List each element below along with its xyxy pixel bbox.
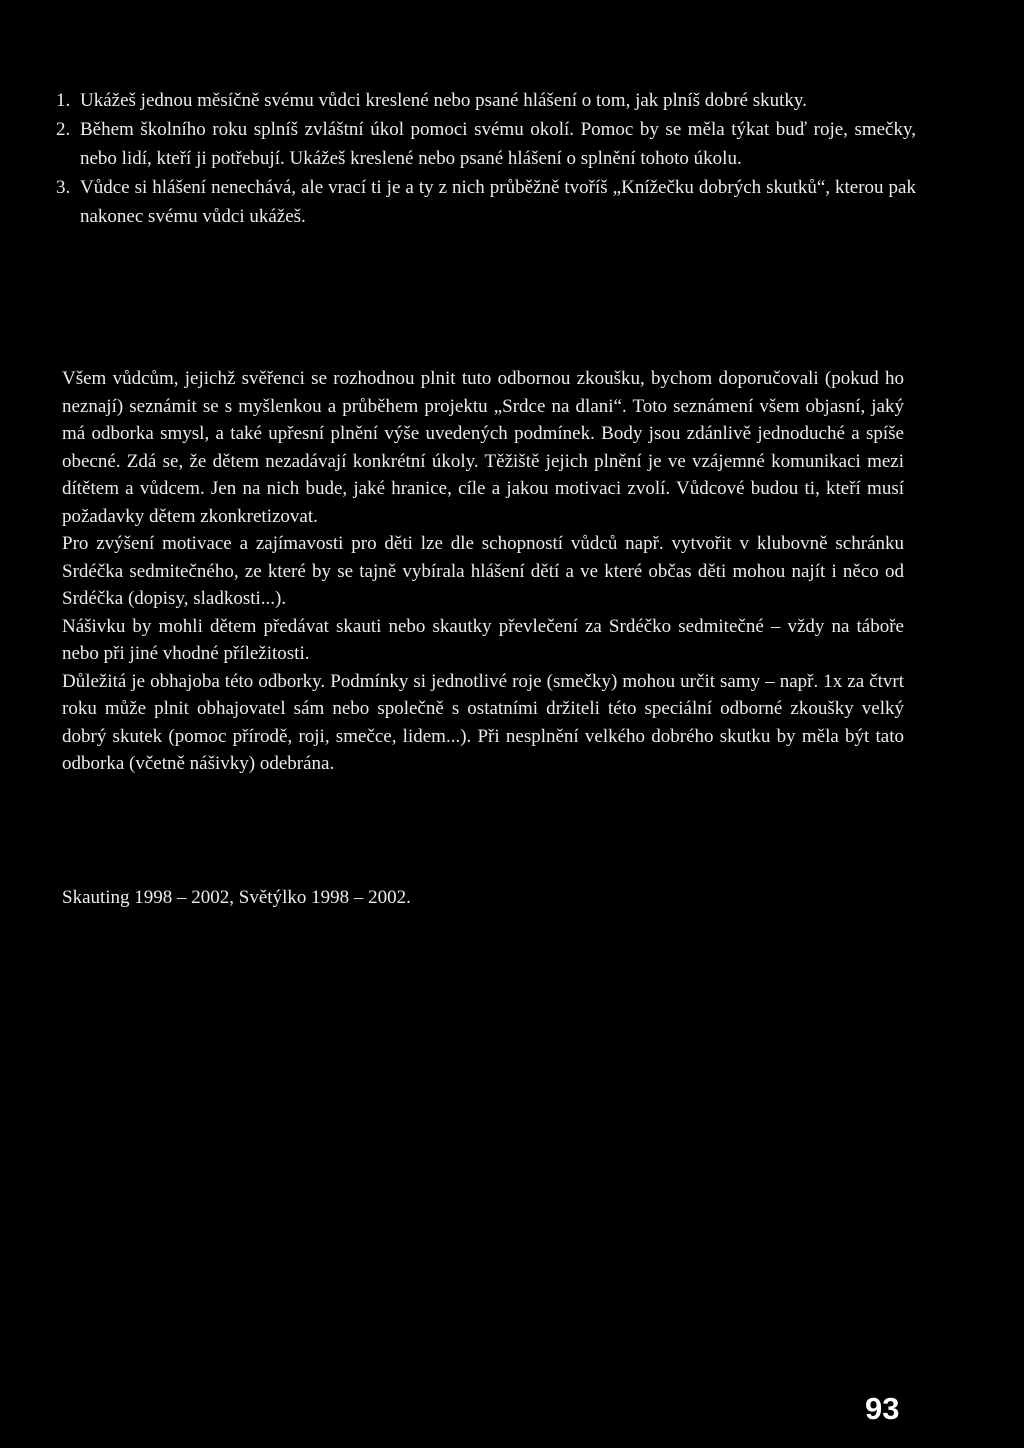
list-item-text: Vůdce si hlášení nenechává, ale vrací ti je a ty z nich průběžně tvoříš „Knížečku dobrých skutků“, kterou pak nakonec svému vůdci ukážeš. (80, 177, 916, 227)
list-item-number: 3. (56, 177, 71, 198)
paragraph: Důležitá je obhajoba této odborky. Podmínky si jednotlivé roje (smečky) mohou určit samy – např. 1x za čtvrt roku může plnit obhajovatel sám nebo společně s ostatními držiteli této speciální odborné zkoušky velký dobrý skutek (pomoc přírodě, roji, smečce, lidem...). Při nesplnění velkého dobrého skutku by měla být tato odborka (včetně nášivky) odebrána. (62, 670, 904, 774)
paragraph: Všem vůdcům, jejichž svěřenci se rozhodnou plnit tuto odbornou zkoušku, bychom doporučovali (pokud ho neznají) seznámit se s myšlenkou a průběhem projektu „Srdce na dlani“. Toto seznámení všem objasní, jaký má odborka smysl, a také upřesní plnění výše uvedených podmínek. Body jsou zdánlivě jednoduché a spíše obecné. Zdá se, že dětem nezadávají konkrétní úkoly. Těžiště jejich plnění je ve vzájemné komunikaci mezi dítětem a vůdcem. Jen na nich bude, jaké hranice, cíle a jakou motivaci zvolí. Vůdcové budou ti, kteří musí požadavky dětem zkonkretizovat. (62, 368, 904, 527)
list-item-text: Během školního roku splníš zvláštní úkol pomoci svému okolí. Pomoc by se měla týkat buď roje, smečky, nebo lidí, kteří ji potřebují. Ukážeš kreslené nebo psané hlášení o splnění tohoto úkolu. (80, 119, 916, 169)
requirements-list (56, 86, 916, 231)
paragraph: Nášivku by mohli dětem předávat skauti nebo skautky převlečení za Srdéčko sedmitečné – vždy na táboře nebo při jiné vhodné příležitosti. (62, 615, 904, 664)
list-item-number: 2. (56, 119, 71, 140)
list-item (56, 173, 916, 231)
list-item (56, 115, 916, 173)
page-number: 93 (865, 1391, 900, 1426)
paragraph: Pro zvýšení motivace a zajímavosti pro děti lze dle schopností vůdců např. vytvořit v klubovně schránku Srdéčka sedmitečného, ze které by se tajně vybírala hlášení dětí a ve které občas děti mohou najít i něco od Srdéčka (dopisy, sladkosti...). (62, 533, 904, 609)
source-citation: Skauting 1998 – 2002, Světýlko 1998 – 2002. (62, 887, 411, 908)
list-item-text: Ukážeš jednou měsíčně svému vůdci kreslené nebo psané hlášení o tom, jak plníš dobré skutky. (80, 90, 807, 111)
list-item (56, 86, 916, 115)
guidance-text (62, 365, 904, 778)
list-item-number: 1. (56, 90, 71, 111)
